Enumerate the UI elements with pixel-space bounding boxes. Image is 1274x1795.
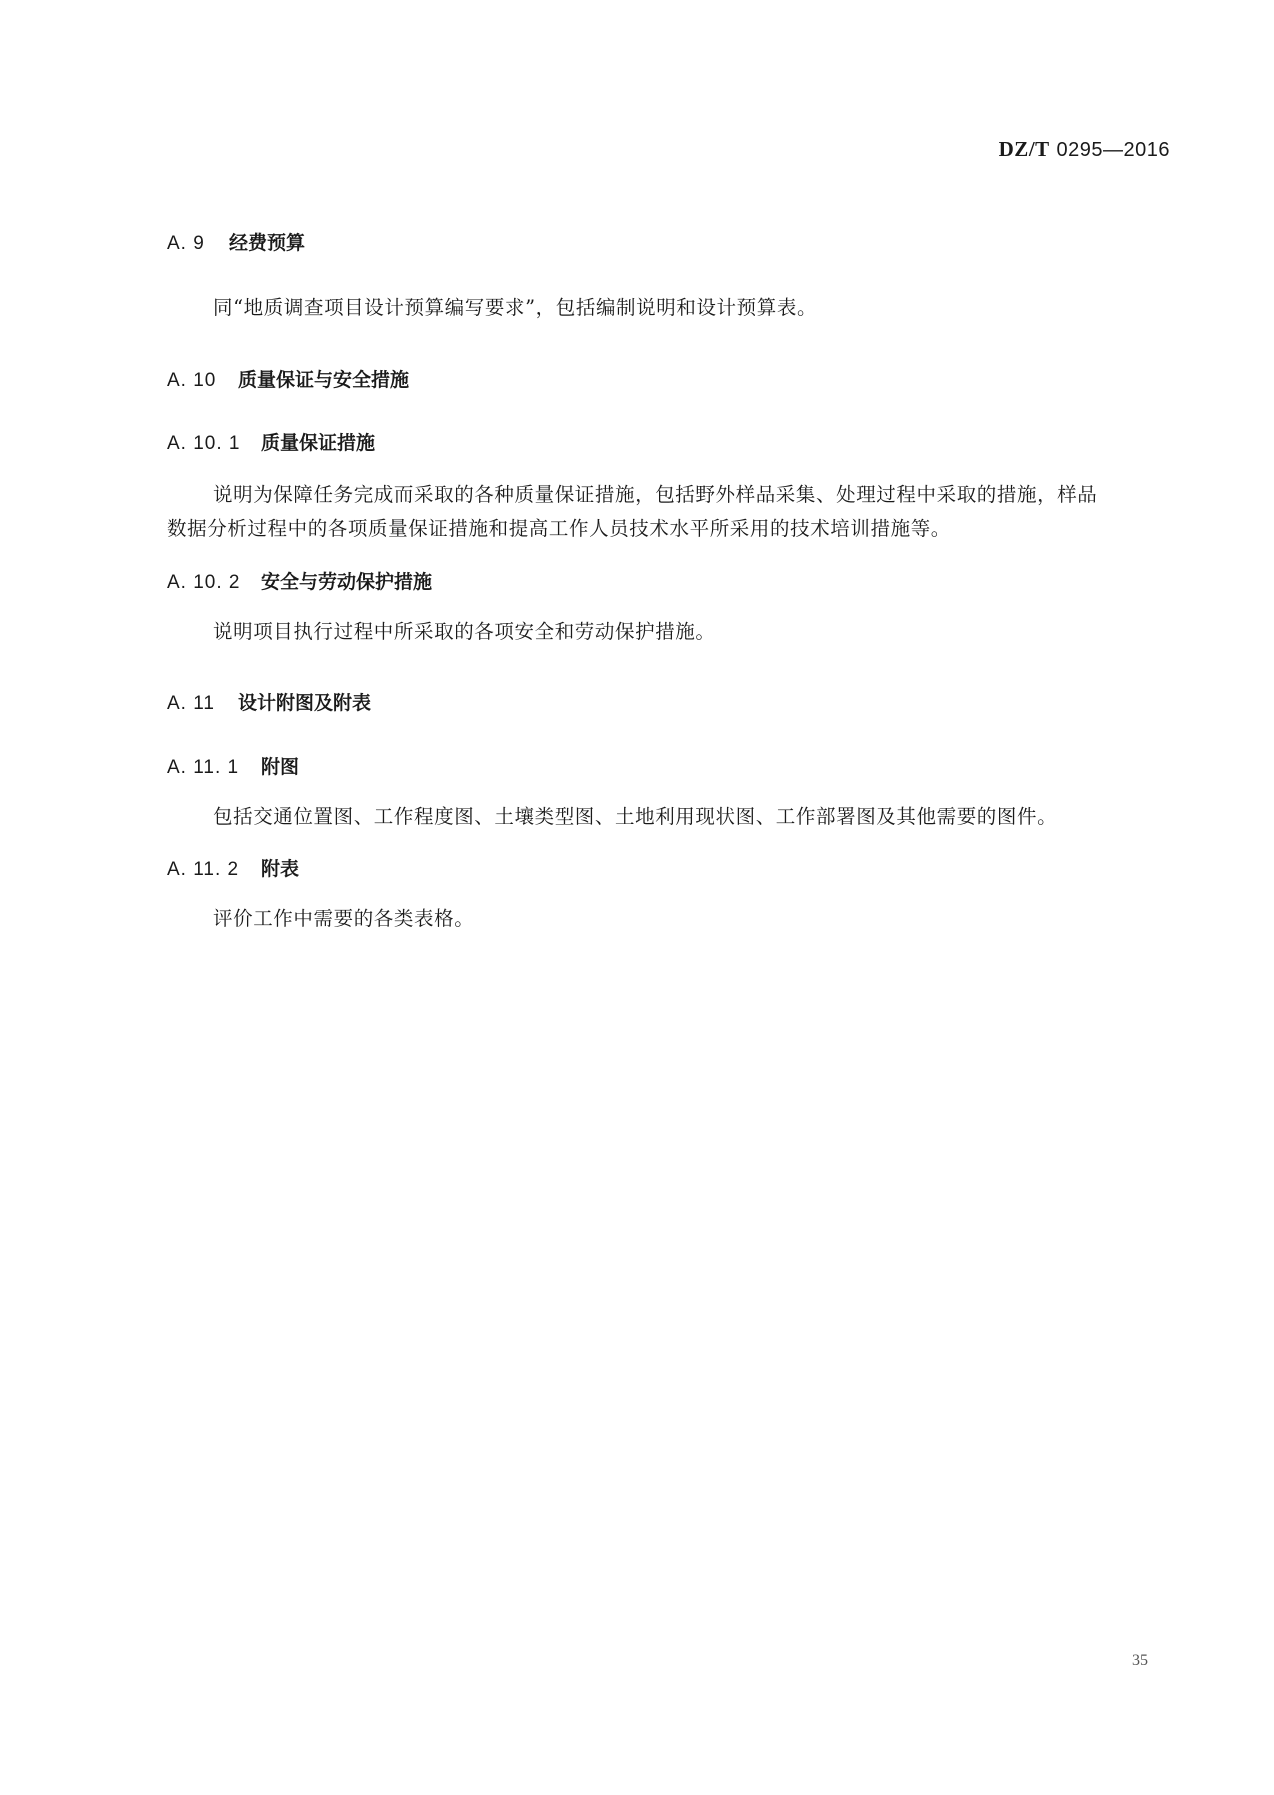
paragraph-a10-2: 说明项目执行过程中所采取的各项安全和劳动保护措施。 [213,620,716,643]
page-number: 35 [1132,1652,1148,1669]
heading-title: 经费预算 [229,232,306,254]
heading-title: 安全与劳动保护措施 [261,571,433,593]
paragraph-a11-1: 包括交通位置图、工作程度图、土壤类型图、土地利用现状图、工作部署图及其他需要的图件。 [213,805,1058,828]
heading-a11 [167,688,371,715]
heading-a9 [167,228,305,255]
heading-number: A. 10. 1 [167,433,241,454]
paragraph-a10-1-line2: 数据分析过程中的各项质量保证措施和提高工作人员技术水平所采用的技术培训措施等。 [167,517,951,540]
heading-number: A. 10 [167,370,217,391]
heading-a11-2 [167,854,299,881]
heading-title: 质量保证与安全措施 [238,369,410,391]
heading-title: 附图 [261,756,300,778]
heading-a11-1 [167,752,299,779]
paragraph-a10-1-line1: 说明为保障任务完成而采取的各种质量保证措施，包括野外样品采集、处理过程中采取的措施，样品 [213,483,1098,506]
paragraph-a11-2: 评价工作中需要的各类表格。 [213,907,475,930]
paragraph-a9: 同“地质调查项目设计预算编写要求”，包括编制说明和设计预算表。 [213,296,818,319]
heading-title: 附表 [261,858,300,880]
heading-title: 设计附图及附表 [238,692,372,714]
heading-title: 质量保证措施 [261,432,376,454]
standard-prefix: DZ/T [998,137,1050,161]
heading-number: A. 11 [167,693,215,714]
heading-number: A. 11. 2 [167,859,240,880]
heading-a10-1 [167,428,375,455]
heading-number: A. 11. 1 [167,757,240,778]
standard-number: 0295—2016 [1056,139,1170,161]
standard-code [999,137,1170,162]
heading-a10 [167,365,409,392]
heading-number: A. 10. 2 [167,572,241,593]
heading-a10-2 [167,567,432,594]
heading-number: A. 9 [167,233,205,254]
